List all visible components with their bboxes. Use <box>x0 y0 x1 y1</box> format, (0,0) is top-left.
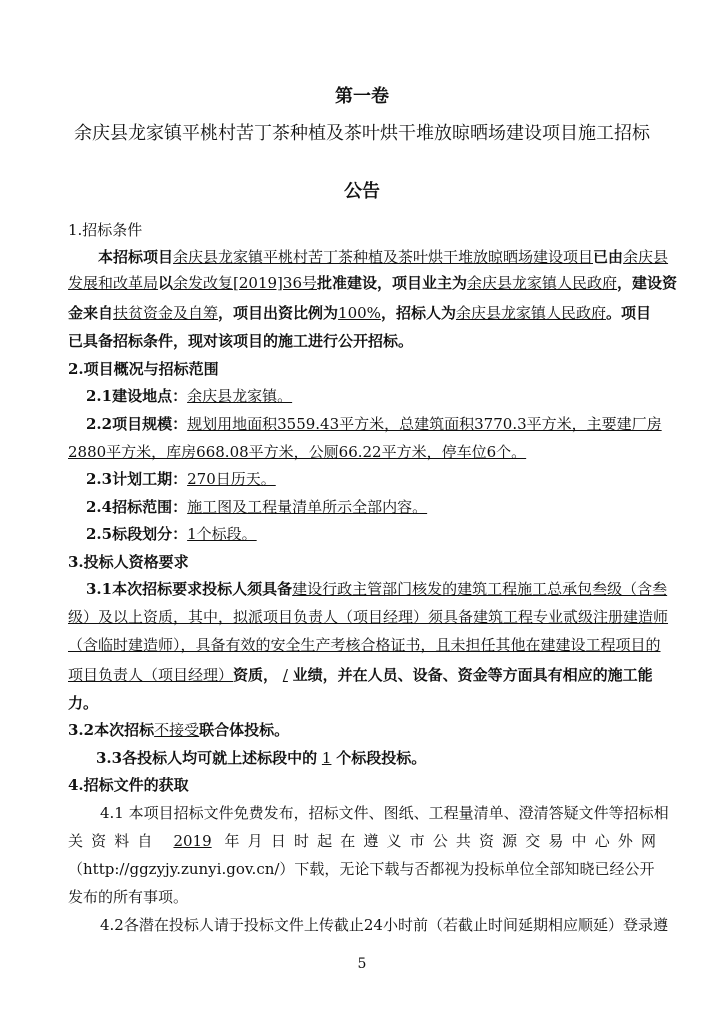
section-1-heading: 1.招标条件 <box>68 221 143 239</box>
qual-line-3: （含临时建造师），具备有效的安全生产考核合格证书，且未担任其他在建建设工程项目的 <box>68 636 661 654</box>
notice-title: 公告 <box>344 181 380 202</box>
qual-line-5: 力。 <box>68 694 99 712</box>
section-1-line-1: 本招标项目余庆县龙家镇平桃村苦丁茶种植及茶叶烘干堆放晾晒场建设项目已由余庆县 <box>98 248 669 266</box>
section-1-line-4: 已具备招标条件，现对该项目的施工进行公开招标。 <box>68 332 414 350</box>
consortium-line: 3.2本次招标不接受联合体投标。 <box>68 721 290 739</box>
build-location: 2.1建设地点：余庆县龙家镇。 <box>86 387 293 405</box>
project-scale-2: 2880平方米，库房668.08平方米，公厕66.22平方米，停车位6个。 <box>68 443 527 461</box>
section-1-line-3: 金来自扶贫资金及自筹，项目出资比例为100%，招标人为余庆县龙家镇人民政府。项目 <box>68 304 651 322</box>
section-4-heading: 4.招标文件的获取 <box>68 776 189 794</box>
page-number: 5 <box>357 956 367 972</box>
lot-bid-line: 3.3各投标人均可就上述标段中的 1 个标段投标。 <box>96 749 427 767</box>
project-title: 余庆县龙家镇平桃村苦丁茶种植及茶叶烘干堆放晾晒场建设项目施工招标 <box>74 123 650 144</box>
doc-line-3: （http://ggzyjy.zunyi.gov.cn/）下载，无论下载与否都视为投标单位全部知晓已经公开 <box>68 860 655 878</box>
doc-line-2: 关资料自 2019 年月日时起在遵义市公共资源交易中心外网 <box>68 832 656 850</box>
section-1-line-2: 发展和改革局以余发改复[2019]36号批准建设，项目业主为余庆县龙家镇人民政府，建设资 <box>68 274 678 292</box>
doc-line-4: 发布的所有事项。 <box>68 888 189 906</box>
lot-division: 2.5标段划分：1个标段。 <box>86 525 257 543</box>
construction-period: 2.3计划工期：270日历天。 <box>86 470 276 488</box>
project-scale-1: 2.2项目规模：规划用地面积3559.43平方米，总建筑面积3770.3平方米，主要建厂房 <box>86 415 662 433</box>
volume-title: 第一卷 <box>335 86 389 107</box>
qual-line-1: 3.1本次招标要求投标人须具备建设行政主管部门核发的建筑工程施工总承包叁级（含叁 <box>86 580 668 598</box>
doc-line-1: 4.1 本项目招标文件免费发布，招标文件、图纸、工程量清单、澄清答疑文件等招标相 <box>100 804 669 822</box>
qual-line-4: 项目负责人（项目经理）资质， / 业绩，并在人员、设备、资金等方面具有相应的施工能 <box>68 666 653 684</box>
doc-line-5: 4.2各潜在投标人请于投标文件上传截止24小时前（若截止时间延期相应顺延）登录遵 <box>100 916 668 934</box>
qual-line-2: 级）及以上资质，其中，拟派项目负责人（项目经理）须具备建筑工程专业贰级注册建造师 <box>68 608 669 626</box>
section-2-heading: 2.项目概况与招标范围 <box>68 360 219 378</box>
tender-scope: 2.4招标范围：施工图及工程量清单所示全部内容。 <box>86 498 428 516</box>
section-3-heading: 3.投标人资格要求 <box>68 553 189 571</box>
